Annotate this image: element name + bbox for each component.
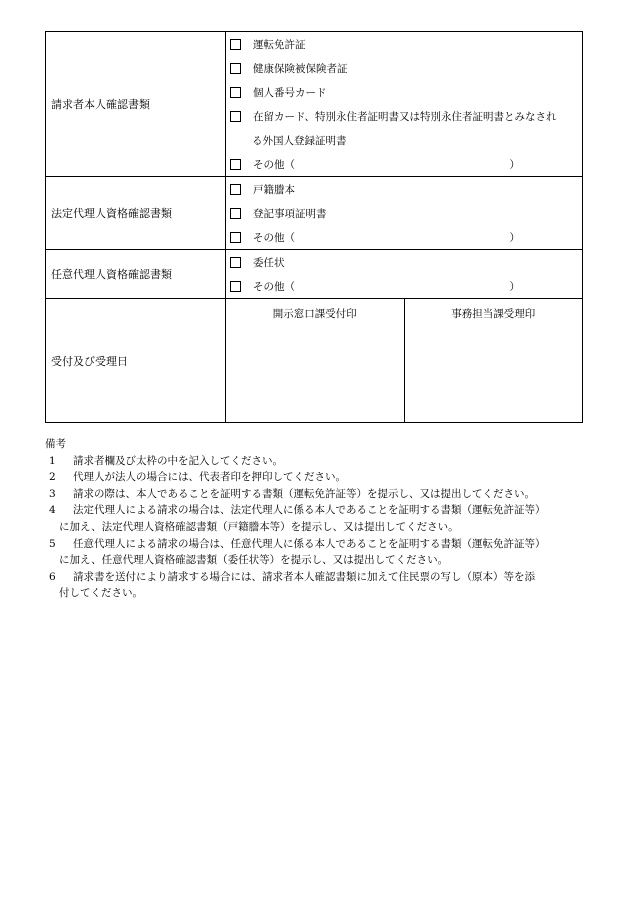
confirmation-documents-table bbox=[45, 31, 583, 423]
checkbox-icon[interactable] bbox=[230, 281, 241, 292]
remark-item: 1 請求者欄及び太枠の中を記入してください。 bbox=[49, 454, 283, 467]
requester-id-row bbox=[46, 32, 583, 177]
requester-id-options bbox=[226, 32, 583, 177]
option-other[interactable]: その他（ ） bbox=[226, 152, 582, 176]
option-residence-card-continued: る外国人登録証明書 bbox=[252, 134, 347, 147]
reception-label: 受付及び受理日 bbox=[46, 299, 226, 423]
remark-item-continued: に加え、任意代理人資格確認書類（委任状等）を提示し、又は提出してください。 bbox=[59, 554, 449, 567]
legal-agent-label: 法定代理人資格確認書類 bbox=[46, 177, 226, 250]
checkbox-icon[interactable] bbox=[230, 184, 241, 195]
reception-stamps bbox=[226, 299, 583, 423]
voluntary-agent-label: 任意代理人資格確認書類 bbox=[46, 250, 226, 299]
acceptance-stamp-box: 事務担当課受理印 bbox=[451, 308, 536, 320]
option-other[interactable]: その他（ ） bbox=[226, 274, 582, 298]
legal-agent-options bbox=[226, 177, 583, 250]
legal-agent-row bbox=[46, 177, 583, 250]
option-residence-card[interactable]: 在留カード、特別永住者証明書又は特別永住者証明書とみなされ bbox=[226, 104, 582, 128]
remark-item: 3 請求の際は、本人であることを証明する書類（運転免許証等）を提示し、又は提出してください。 bbox=[49, 487, 535, 500]
option-other[interactable]: その他（ ） bbox=[226, 225, 582, 249]
checkbox-icon[interactable] bbox=[230, 257, 241, 268]
checkbox-icon[interactable] bbox=[230, 232, 241, 243]
remarks-title: 備考 bbox=[45, 438, 66, 450]
remark-item: 4 法定代理人による請求の場合は、法定代理人に係る本人であることを証明する書類（運転免許証等） bbox=[49, 504, 546, 517]
checkbox-icon[interactable] bbox=[230, 63, 241, 74]
remarks-section bbox=[45, 436, 590, 602]
checkbox-icon[interactable] bbox=[230, 87, 241, 98]
option-power-of-attorney[interactable]: 委任状 bbox=[226, 250, 582, 274]
remark-item: 2 代理人が法人の場合には、代表者印を押印してください。 bbox=[49, 471, 346, 484]
checkbox-icon[interactable] bbox=[230, 208, 241, 219]
checkbox-icon[interactable] bbox=[230, 159, 241, 170]
option-registry-certificate[interactable]: 登記事項証明書 bbox=[226, 201, 582, 225]
remark-item: 6 請求書を送付により請求する場合には、請求者本人確認書類に加えて住民票の写し（原本）等を添 bbox=[49, 570, 535, 583]
reception-row bbox=[46, 299, 583, 423]
voluntary-agent-row bbox=[46, 250, 583, 299]
remark-item-continued: 付してください。 bbox=[59, 587, 143, 600]
requester-id-label: 請求者本人確認書類 bbox=[46, 32, 226, 177]
remark-item-continued: に加え、法定代理人資格確認書類（戸籍謄本等）を提示し、又は提出してください。 bbox=[59, 520, 459, 533]
option-family-register[interactable]: 戸籍謄本 bbox=[226, 177, 582, 201]
remark-item: 5 任意代理人による請求の場合は、任意代理人に係る本人であることを証明する書類（運転免許証等） bbox=[49, 537, 546, 550]
voluntary-agent-options bbox=[226, 250, 583, 299]
checkbox-icon[interactable] bbox=[230, 39, 241, 50]
option-drivers-license[interactable]: 運転免許証 bbox=[226, 32, 582, 56]
checkbox-icon[interactable] bbox=[230, 111, 241, 122]
option-health-insurance-card[interactable]: 健康保険被保険者証 bbox=[226, 56, 582, 80]
option-my-number-card[interactable]: 個人番号カード bbox=[226, 80, 582, 104]
reception-stamp-box: 開示窓口課受付印 bbox=[226, 299, 405, 422]
